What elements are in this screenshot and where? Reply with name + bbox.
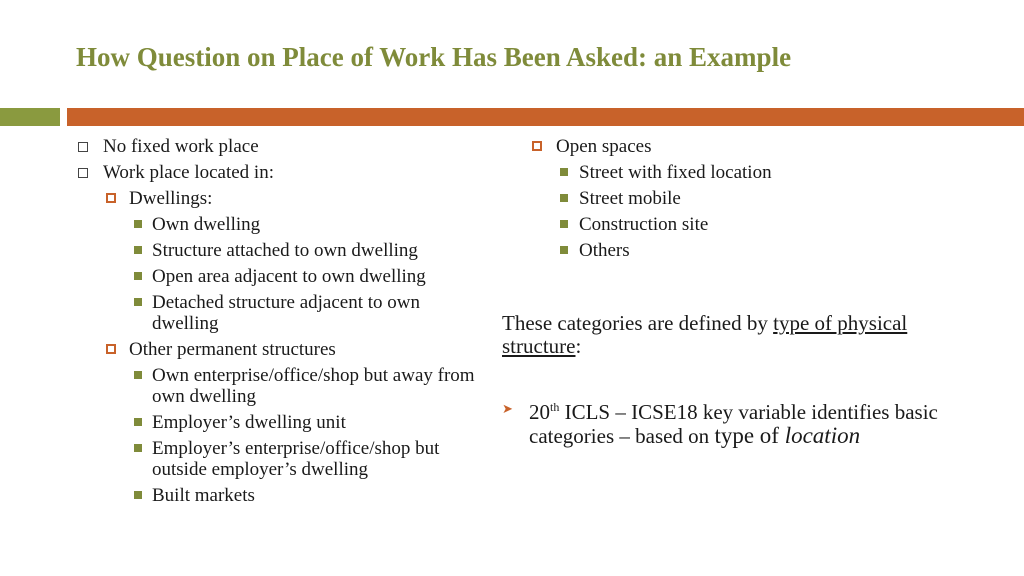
list-item [530, 162, 1000, 183]
title-bar-right [67, 108, 1024, 126]
filled-square-bullet-icon [134, 491, 142, 499]
point-text: ICLS – ICSE18 key variable identifies basic categories – based on [529, 400, 938, 448]
filled-square-bullet-icon [134, 246, 142, 254]
list-item-text: Structure attached to own dwelling [152, 240, 418, 261]
list-item-text: Work place located in: [103, 162, 274, 183]
list-item-text: Own enterprise/office/shop but away from own dwelling [152, 365, 475, 407]
list-item-text: Detached structure adjacent to own dwelling [152, 292, 420, 334]
list-item [76, 136, 486, 157]
note-end: : [575, 334, 582, 358]
note-text: These categories are defined by [502, 311, 774, 335]
box-bullet-icon [532, 141, 542, 151]
list-item [530, 188, 1000, 209]
list-item-text: Open area adjacent to own dwelling [152, 266, 426, 287]
filled-square-bullet-icon [560, 194, 568, 202]
list-item [76, 162, 486, 183]
list-item-text: No fixed work place [103, 136, 259, 157]
categories-note [502, 312, 972, 358]
list-item-text: Own dwelling [152, 214, 261, 235]
list-item-text: Street with fixed location [579, 162, 772, 183]
square-bullet-icon [78, 168, 88, 178]
list-item-text: Other permanent structures [129, 339, 336, 360]
list-item [76, 365, 486, 407]
list-item-text: Construction site [579, 214, 709, 235]
list-item-text: Employer’s enterprise/office/shop but outside employer’s dwelling [152, 438, 440, 480]
box-bullet-icon [106, 193, 116, 203]
square-bullet-icon [78, 142, 88, 152]
filled-square-bullet-icon [560, 168, 568, 176]
box-bullet-icon [106, 344, 116, 354]
filled-square-bullet-icon [134, 371, 142, 379]
list-item [76, 412, 486, 433]
right-column [530, 136, 1000, 266]
arrow-bullet-icon: ➤ [502, 402, 513, 417]
list-item-text: Open spaces [556, 136, 652, 157]
slide-title: How Question on Place of Work Has Been Asked: an Example [76, 42, 792, 72]
list-item-text: Street mobile [579, 188, 681, 209]
list-item [76, 485, 486, 506]
filled-square-bullet-icon [134, 298, 142, 306]
point-number: 20 [529, 400, 550, 424]
list-item [76, 292, 486, 334]
list-item [76, 266, 486, 287]
list-item [76, 339, 486, 360]
point-superscript: th [550, 400, 560, 414]
list-item [530, 136, 1000, 157]
title-bar-left [0, 108, 60, 126]
icls-point [502, 395, 1009, 448]
left-column [76, 136, 486, 511]
filled-square-bullet-icon [134, 272, 142, 280]
filled-square-bullet-icon [560, 246, 568, 254]
list-item-text: Employer’s dwelling unit [152, 412, 346, 433]
filled-square-bullet-icon [560, 220, 568, 228]
list-item [76, 214, 486, 235]
list-item [530, 214, 1000, 235]
filled-square-bullet-icon [134, 444, 142, 452]
point-italic: location [784, 423, 861, 448]
list-item [530, 240, 1000, 261]
list-item [76, 188, 486, 209]
filled-square-bullet-icon [134, 418, 142, 426]
list-item [76, 438, 486, 480]
point-tail: type of [714, 423, 785, 448]
list-item [76, 240, 486, 261]
list-item-text: Dwellings: [129, 188, 213, 209]
list-item-text: Others [579, 240, 630, 261]
note-underlined: type of physical structure [502, 311, 908, 358]
filled-square-bullet-icon [134, 220, 142, 228]
list-item-text: Built markets [152, 485, 255, 506]
